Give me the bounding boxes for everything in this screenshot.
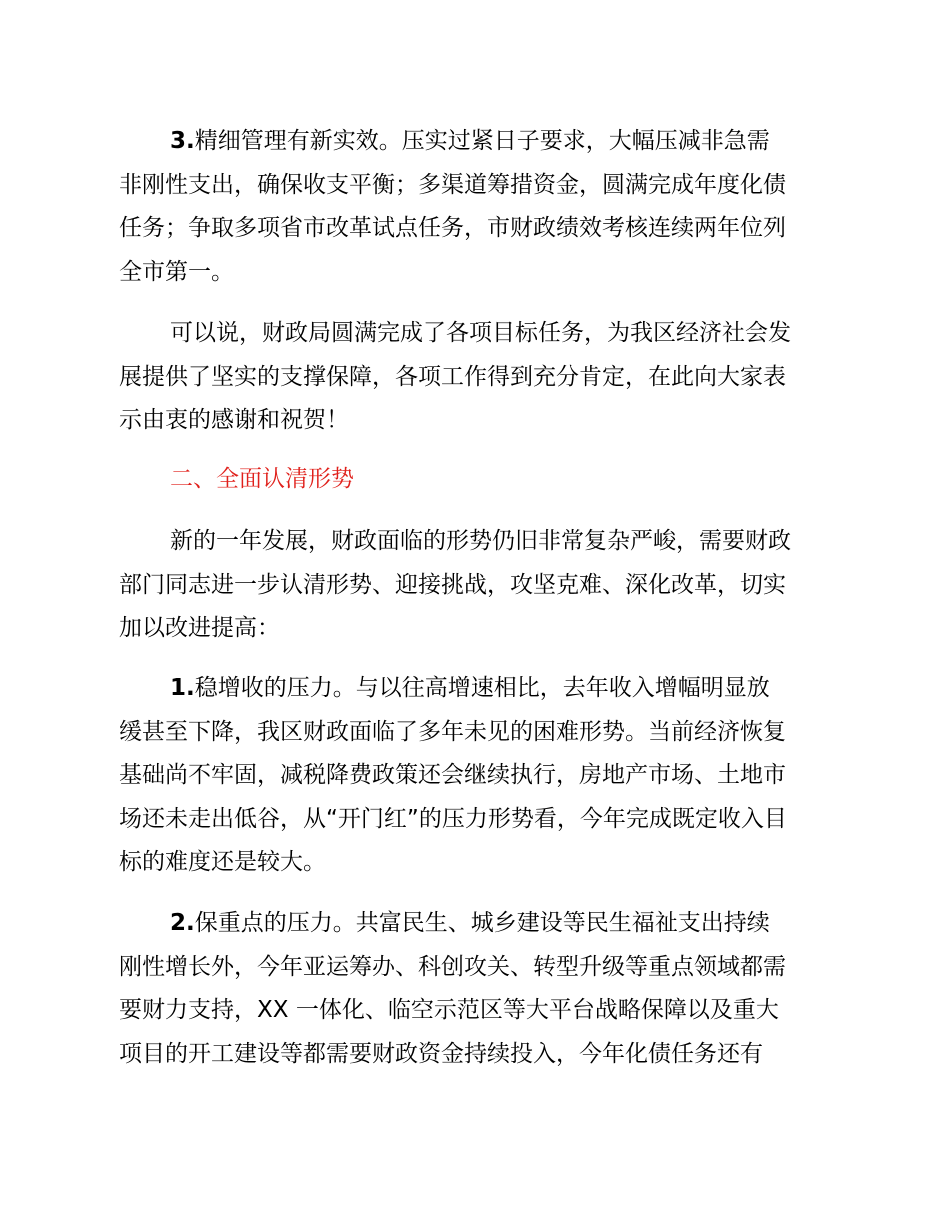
paragraph-line: 保重点的压力。共富民生、城乡建设等民生福祉支出持续	[194, 910, 770, 936]
paragraph-revenue-pressure	[119, 667, 849, 885]
paragraph-line: 刚性增长外，今年亚运筹办、科创攻关、转型升级等重点领域都需	[119, 953, 786, 980]
paragraph-line: 缓甚至下降，我区财政面临了多年未见的困难形势。当前经济恢复	[119, 718, 786, 745]
paragraph-line: 新的一年发展，财政面临的形势仍旧非常复杂严峻，需要财政	[170, 528, 791, 554]
item-number: 2.	[170, 910, 195, 936]
paragraph-line: 要财力支持，XX 一体化、临空示范区等大平台战略保障以及重大	[119, 997, 779, 1023]
item-number: 1.	[170, 675, 195, 701]
item-number: 3.	[170, 128, 195, 154]
paragraph-line: 展提供了坚实的支撑保障，各项工作得到充分肯定，在此向大家表	[119, 363, 786, 390]
paragraph-fine-management	[119, 120, 849, 294]
paragraph-line: 精细管理有新实效。压实过紧日子要求，大幅压减非急需	[194, 128, 770, 154]
paragraph-line: 项目的开工建设等都需要财政资金持续投入，今年化债任务还有	[119, 1040, 763, 1067]
paragraph-line: 加以改进提高：	[119, 615, 280, 641]
paragraph-situation-intro	[119, 520, 849, 651]
paragraph-line: 部门同志进一步认清形势、迎接挑战，攻坚克难、深化改革，切实	[119, 571, 786, 598]
paragraph-line: 可以说，财政局圆满完成了各项目标任务，为我区经济社会发	[170, 320, 791, 346]
paragraph-line: 非刚性支出，确保收支平衡；多渠道筹措资金，圆满完成年度化债	[119, 171, 786, 198]
paragraph-summary	[119, 312, 849, 443]
paragraph-line: 全市第一。	[119, 258, 234, 285]
section-heading: 二、全面认清形势	[170, 466, 354, 492]
paragraph-line: 任务；争取多项省市改革试点任务，市财政绩效考核连续两年位列	[119, 215, 786, 241]
paragraph-line: 场还未走出低谷，从“开门红”的压力形势看，今年完成既定收入目	[119, 805, 787, 832]
paragraph-line: 示由衷的感谢和祝贺！	[119, 407, 349, 433]
paragraph-key-spending-pressure	[119, 902, 849, 1076]
paragraph-line: 标的难度还是较大。	[119, 849, 326, 875]
paragraph-line: 稳增收的压力。与以往高增速相比，去年收入增幅明显放	[194, 675, 770, 701]
paragraph-line: 基础尚不牢固，减税降费政策还会继续执行，房地产市场、土地市	[119, 762, 786, 788]
